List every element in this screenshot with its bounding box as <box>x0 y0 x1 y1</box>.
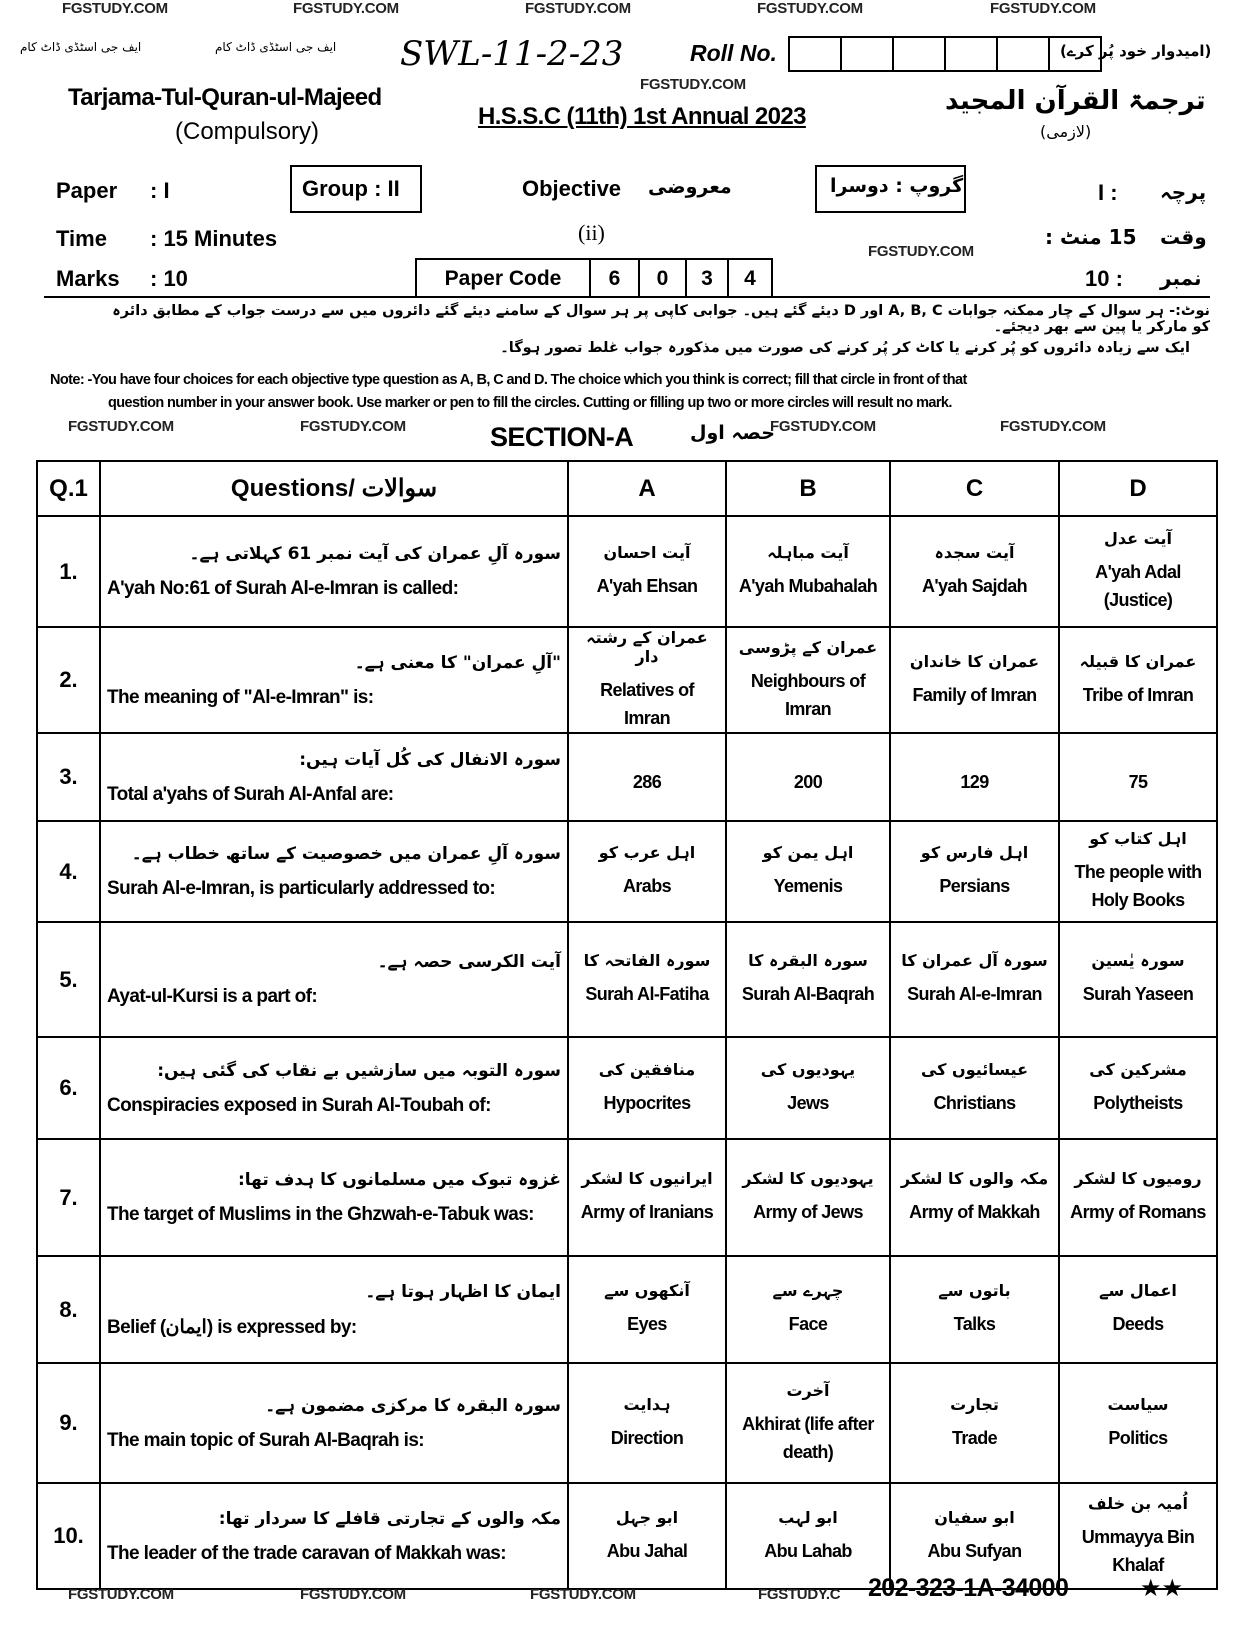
option-text-en: Tribe of Imran <box>1082 684 1194 705</box>
option-text-en: Army of Makkah <box>909 1202 1040 1222</box>
option-text-ur: سورہ آل عمران کا <box>901 951 1048 970</box>
option-b <box>726 733 890 821</box>
option-text-ur: سورہ البقرہ کا <box>748 951 868 970</box>
paper-code-digit: 3 <box>687 260 729 298</box>
option-text-en: Surah Yaseen <box>1082 984 1194 1004</box>
option-c <box>890 1256 1059 1363</box>
option-b <box>726 1363 890 1483</box>
option-text-en: Talks <box>953 1314 996 1334</box>
question-cell <box>100 1256 568 1363</box>
option-c <box>890 1363 1059 1483</box>
option-text-en: Polytheists <box>1093 1092 1183 1113</box>
option-text-ur: عمران کے پڑوسی <box>738 637 878 657</box>
question-number: 3. <box>37 733 100 821</box>
option-b <box>726 1256 890 1363</box>
option-text-en: Abu Jahal <box>606 1540 688 1561</box>
option-text-ur: سورہ یٰسین <box>1091 951 1185 970</box>
question-cell <box>100 821 568 922</box>
option-text-en: Deeds <box>1112 1314 1164 1334</box>
question-text-en: Total a'yahs of Surah Al-Anfal are: <box>107 783 394 805</box>
watermark: FGSTUDY.COM <box>62 0 168 17</box>
option-a <box>568 922 726 1037</box>
option-text-en: 75 <box>1128 772 1148 792</box>
header-option-b: B <box>726 461 890 516</box>
option-text-en: Eyes <box>627 1314 667 1334</box>
exam-title: H.S.S.C (11th) 1st Annual 2023 <box>478 103 806 130</box>
question-text-ur: آیت الکرسی حصہ ہے۔ <box>377 952 561 972</box>
question-text-en: Conspiracies exposed in Surah Al-Toubah of: <box>107 1094 491 1116</box>
question-number: 4. <box>37 821 100 922</box>
option-text-en: 200 <box>793 772 823 792</box>
option-text-ur: عمران کا خاندان <box>909 651 1040 671</box>
roll-no-boxes[interactable] <box>788 36 1102 72</box>
paper-value: : I <box>150 178 170 203</box>
option-d <box>1059 922 1217 1037</box>
option-text-ur: یہودیوں کا لشکر <box>742 1169 874 1188</box>
option-d <box>1059 1363 1217 1483</box>
paper-serial-code: 202-323-1A-34000 <box>868 1574 1069 1602</box>
option-text-en: A'yah Sajdah <box>921 576 1028 596</box>
option-text-ur: آیت مباہلہ <box>767 543 849 562</box>
watermark: FGSTUDY.COM <box>530 1586 636 1603</box>
option-text-en: Relatives of Imran <box>600 680 694 728</box>
marks-label-ur: نمبر <box>1160 266 1202 290</box>
option-text-en: A'yah Mubahalah <box>738 576 878 596</box>
option-text-ur: آنکھوں سے <box>604 1281 690 1300</box>
option-text-en: Akhirat (life after death) <box>742 1413 874 1462</box>
group-label-ur: گروپ : دوسرا <box>830 175 964 197</box>
table-header-row <box>37 461 1217 516</box>
marks-value: : 10 <box>150 266 188 291</box>
option-text-ur: ابو جہل <box>615 1507 679 1527</box>
question-row <box>37 1256 1217 1363</box>
time-label: Time <box>56 226 107 251</box>
option-d <box>1059 1037 1217 1139</box>
question-row <box>37 516 1217 627</box>
option-text-en: Yemenis <box>773 876 843 896</box>
note-urdu-2: ایک سے زیادہ دائروں کو پُر کرنے یا کاٹ کر پُر کرنے کی صورت میں مذکورہ جواب غلط تصور ہوگا۔ <box>500 340 1190 356</box>
option-b <box>726 627 890 733</box>
option-text-ur: ایرانیوں کا لشکر <box>581 1169 713 1188</box>
option-text-ur: اُمیہ بن خلف <box>1088 1493 1188 1513</box>
note-english-1: Note: -You have four choices for each objective type question as A, B, C and D. The choice which you think is correct; fill that circle in front of that <box>50 372 967 388</box>
watermark: FGSTUDY.COM <box>293 0 399 17</box>
option-c <box>890 627 1059 733</box>
paper-code-digit: 4 <box>744 267 756 290</box>
option-text-en: Army of Romans <box>1070 1202 1206 1222</box>
section-title-en: SECTION-A <box>490 422 634 452</box>
question-number: 10. <box>37 1483 100 1589</box>
option-a <box>568 1483 726 1589</box>
objective-label-en: Objective <box>522 176 622 201</box>
question-number: 2. <box>37 627 100 733</box>
option-text-ur: عمران کا قبیلہ <box>1079 651 1197 671</box>
paper-ur-value: I : <box>1098 180 1118 205</box>
option-text-ur: چہرے سے <box>772 1281 844 1300</box>
option-d <box>1059 627 1217 733</box>
handwritten-serial: SWL-11-2-23 <box>400 34 624 74</box>
question-number: 6. <box>37 1037 100 1139</box>
option-a <box>568 1139 726 1256</box>
option-a <box>568 1256 726 1363</box>
question-text-ur: سورہ البقرہ کا مرکزی مضمون ہے۔ <box>265 1395 561 1416</box>
question-text-en: A'yah No:61 of Surah Al-e-Imran is called: <box>107 578 459 599</box>
option-b <box>726 516 890 627</box>
questions-table <box>36 460 1218 1590</box>
paper-code-digit: 0 <box>640 260 687 298</box>
question-number: 5. <box>37 922 100 1037</box>
question-text-ur: غزوہ تبوک میں مسلمانوں کا ہدف تھا: <box>237 1170 561 1190</box>
compulsory-label-en: (Compulsory) <box>175 118 320 145</box>
watermark: FGSTUDY.COM <box>757 0 863 17</box>
option-text-en: Persians <box>939 876 1010 896</box>
section-title-ur: حصہ اول <box>690 422 775 444</box>
note-urdu-1: نوٹ:- ہر سوال کے چار ممکنہ جوابات A, B, C اور D دیئے گئے ہیں۔ جوابی کاپی پر ہر سوال کے سامنے دیئے گئے دائروں میں سے درست جواب کے مطابق دائرہ کو مارکر یا پین سے بھر دیجئے۔ <box>112 303 1210 335</box>
question-row <box>37 922 1217 1037</box>
option-a <box>568 821 726 922</box>
option-text-ur: باتوں سے <box>938 1281 1011 1300</box>
option-d <box>1059 1139 1217 1256</box>
time-value: : 15 Minutes <box>150 226 278 251</box>
option-b <box>726 1037 890 1139</box>
option-text-ur: ہدایت <box>623 1394 671 1414</box>
option-text-en: Face <box>788 1314 828 1334</box>
option-text-ur: عیسائیوں کی <box>920 1059 1029 1079</box>
option-text-ur: آیت احسان <box>603 543 691 562</box>
option-text-en: Christians <box>933 1092 1016 1113</box>
subject-title-ur: ترجمۃ القرآن المجید <box>945 86 1206 116</box>
group-label-en: Group : II <box>302 176 400 201</box>
option-text-ur: تجارت <box>950 1394 999 1414</box>
option-d <box>1059 1256 1217 1363</box>
option-d <box>1059 1483 1217 1589</box>
time-ur-value: 15 منٹ : <box>1045 225 1137 249</box>
header-divider <box>44 296 1210 298</box>
question-row <box>37 1037 1217 1139</box>
question-row <box>37 733 1217 821</box>
option-text-ur: سیاست <box>1107 1394 1169 1414</box>
time-label-ur: وقت <box>1160 225 1207 249</box>
option-a <box>568 627 726 733</box>
header-questions: Questions/ سوالات <box>100 461 568 516</box>
question-text-ur: سورہ التوبہ میں سازشیں بے نقاب کی گئی ہیں: <box>157 1060 561 1081</box>
question-text-en: The leader of the trade caravan of Makkah was: <box>107 1542 506 1564</box>
option-d <box>1059 733 1217 821</box>
option-text-en: Surah Al-Fatiha <box>585 984 709 1004</box>
option-text-ur: یہودیوں کی <box>760 1059 856 1079</box>
option-text-ur: سورہ الفاتحہ کا <box>583 951 711 970</box>
question-text-ur: مکہ والوں کے تجارتی قافلے کا سردار تھا: <box>218 1508 561 1529</box>
watermark: FGSTUDY.C <box>758 1586 841 1603</box>
roll-no-note: (امیدوار خود پُر کرے) <box>1060 42 1212 60</box>
option-text-en: The people with Holy Books <box>1074 862 1202 910</box>
question-cell <box>100 733 568 821</box>
option-text-en: Ummayya Bin Khalaf <box>1081 1526 1195 1575</box>
watermark: FGSTUDY.COM <box>68 418 174 435</box>
watermark: FGSTUDY.COM <box>868 243 974 260</box>
header-option-a: A <box>568 461 726 516</box>
option-text-ur: عمران کے رشتہ دار <box>586 628 708 666</box>
question-number: 9. <box>37 1363 100 1483</box>
option-text-ur: اہل یمن کو <box>762 843 854 862</box>
option-text-en: Jews <box>787 1092 829 1113</box>
question-text-en: The main topic of Surah Al-Baqrah is: <box>107 1429 425 1451</box>
watermark: FGSTUDY.COM <box>1000 418 1106 435</box>
note-english-2: question number in your answer book. Use marker or pen to fill the circles. Cutting or filling up two or more circles will result no mark. <box>108 395 952 411</box>
watermark: FGSTUDY.COM <box>770 418 876 435</box>
option-text-ur: رومیوں کا لشکر <box>1074 1169 1202 1188</box>
option-text-en: Trade <box>951 1427 998 1448</box>
question-text-ur: سورہ الانفال کی کُل آیات ہیں: <box>299 749 561 770</box>
option-text-ur: مشرکین کی <box>1089 1059 1187 1079</box>
option-text-ur: آیت سجدہ <box>934 543 1015 562</box>
question-text-en: Belief (ایمان) is expressed by: <box>107 1316 357 1338</box>
option-b <box>726 821 890 922</box>
option-d <box>1059 821 1217 922</box>
question-number: 7. <box>37 1139 100 1256</box>
question-cell <box>100 516 568 627</box>
option-text-ur: اہل کتاب کو <box>1089 829 1187 848</box>
question-text-ur: سورہ آلِ عمران کی آیت نمبر 61 کہلاتی ہے۔ <box>189 544 561 564</box>
watermark: FGSTUDY.COM <box>68 1586 174 1603</box>
subject-title-en: Tarjama-Tul-Quran-ul-Majeed <box>68 84 382 111</box>
urdu-site-text: ایف جی اسٹڈی ڈاٹ کام <box>215 40 337 54</box>
option-c <box>890 1037 1059 1139</box>
objective-label-ur: معروضی <box>648 176 732 198</box>
marks-label: Marks <box>56 266 120 291</box>
question-cell <box>100 1139 568 1256</box>
option-text-ur: ابو سفیان <box>934 1507 1015 1527</box>
option-text-en: Army of Jews <box>753 1202 863 1222</box>
option-text-ur: اہل فارس کو <box>920 843 1029 862</box>
question-text-en: The meaning of "Al-e-Imran" is: <box>107 686 374 708</box>
question-text-en: Ayat-ul-Kursi is a part of: <box>107 986 318 1007</box>
paper-label-ur: پرچہ <box>1160 180 1207 204</box>
option-text-ur: منافقین کی <box>598 1059 696 1079</box>
option-text-en: Surah Al-Baqrah <box>741 984 875 1004</box>
question-text-en: Surah Al-e-Imran, is particularly addressed to: <box>107 878 496 899</box>
question-cell <box>100 1363 568 1483</box>
option-text-en: Family of Imran <box>912 684 1037 705</box>
option-text-ur: آیت عدل <box>1103 529 1173 548</box>
option-c <box>890 733 1059 821</box>
question-text-ur: "آلِ عمران" کا معنی ہے۔ <box>354 652 561 673</box>
marks-ur-value: 10 : <box>1085 266 1123 291</box>
header-qnum: Q.1 <box>37 461 100 516</box>
option-text-ur: ابو لہب <box>778 1507 838 1527</box>
option-text-en: Neighbours of Imran <box>750 670 866 719</box>
option-text-en: Abu Lahab <box>764 1540 852 1561</box>
paper-version: (ii) <box>578 220 605 245</box>
urdu-site-text: ایف جی اسٹڈی ڈاٹ کام <box>20 40 142 54</box>
option-text-en: Direction <box>610 1427 684 1448</box>
option-c <box>890 1139 1059 1256</box>
paper-label: Paper <box>56 178 118 203</box>
option-text-en: A'yah Adal (Justice) <box>1095 562 1181 610</box>
option-b <box>726 922 890 1037</box>
question-cell <box>100 1483 568 1589</box>
option-a <box>568 733 726 821</box>
option-text-ur: آخرت <box>786 1380 830 1400</box>
question-text-ur: ایمان کا اظہار ہوتا ہے۔ <box>365 1281 561 1302</box>
question-row <box>37 627 1217 733</box>
option-text-en: Politics <box>1108 1427 1168 1448</box>
paper-code-box <box>415 258 773 298</box>
option-a <box>568 516 726 627</box>
compulsory-label-ur: (لازمی) <box>1040 122 1092 141</box>
question-cell <box>100 627 568 733</box>
question-cell <box>100 922 568 1037</box>
option-text-en: Abu Sufyan <box>927 1540 1022 1561</box>
option-text-en: 129 <box>960 772 989 792</box>
paper-code-digit: 6 <box>591 260 640 298</box>
option-text-en: A'yah Ehsan <box>596 576 698 596</box>
option-c <box>890 922 1059 1037</box>
option-text-en: Hypocrites <box>603 1092 691 1113</box>
option-text-en: Army of Iranians <box>580 1202 714 1222</box>
stars-mark: ★★ <box>1140 1575 1184 1602</box>
option-a <box>568 1363 726 1483</box>
option-a <box>568 1037 726 1139</box>
roll-no-label: Roll No. <box>690 40 777 66</box>
watermark: FGSTUDY.COM <box>990 0 1096 17</box>
option-text-ur: مکہ والوں کا لشکر <box>900 1169 1049 1188</box>
question-text-ur: سورہ آلِ عمران میں خصوصیت کے ساتھ خطاب ہے۔ <box>131 844 561 864</box>
watermark: FGSTUDY.COM <box>525 0 631 17</box>
option-b <box>726 1139 890 1256</box>
question-number: 1. <box>37 516 100 627</box>
paper-code-label: Paper Code <box>417 260 591 298</box>
question-row <box>37 1139 1217 1256</box>
watermark: FGSTUDY.COM <box>640 76 746 93</box>
option-b <box>726 1483 890 1589</box>
option-text-en: Arabs <box>622 876 672 896</box>
option-d <box>1059 516 1217 627</box>
option-text-en: 286 <box>632 772 662 792</box>
option-text-ur: اعمال سے <box>1099 1281 1177 1300</box>
option-text-en: Surah Al-e-Imran <box>907 984 1042 1004</box>
watermark: FGSTUDY.COM <box>300 418 406 435</box>
option-text-ur: اہل عرب کو <box>598 843 696 862</box>
question-text-en: The target of Muslims in the Ghzwah-e-Tabuk was: <box>107 1204 534 1225</box>
watermark: FGSTUDY.COM <box>300 1586 406 1603</box>
question-row <box>37 821 1217 922</box>
option-c <box>890 821 1059 922</box>
question-number: 8. <box>37 1256 100 1363</box>
header-option-c: C <box>890 461 1059 516</box>
question-row <box>37 1363 1217 1483</box>
header-option-d: D <box>1059 461 1217 516</box>
option-c <box>890 516 1059 627</box>
question-cell <box>100 1037 568 1139</box>
